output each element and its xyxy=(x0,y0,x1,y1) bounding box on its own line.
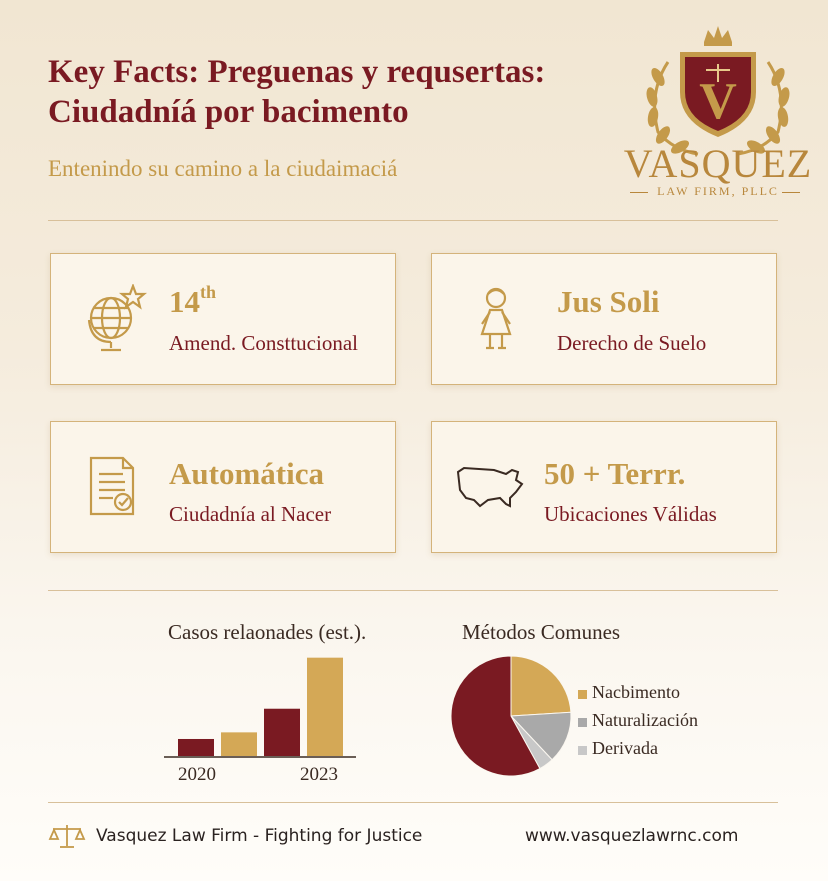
bar xyxy=(221,732,257,756)
card-subtitle: Derecho de Suelo xyxy=(557,331,707,355)
bar-x-tick-label: 2023 xyxy=(300,764,338,785)
crown-icon xyxy=(704,26,732,46)
page-title xyxy=(48,52,648,132)
bar xyxy=(178,739,214,756)
card-title: 50 + Terrr. xyxy=(544,456,686,491)
title-line-2: Ciudadníá por bacimento xyxy=(48,94,409,130)
document-check-icon xyxy=(83,452,147,520)
bar-chart xyxy=(160,650,360,760)
scales-icon xyxy=(48,822,86,850)
fact-card-territories xyxy=(431,421,777,553)
footer-website-link[interactable]: www.vasquezlawrnc.com xyxy=(525,826,739,846)
footer-tagline: Vasquez Law Firm - Fighting for Justice xyxy=(96,826,423,846)
pie-slice xyxy=(511,656,571,716)
logo-subtitle: LAW FIRM, PLLC xyxy=(657,184,779,198)
bar xyxy=(264,709,300,756)
logo-letter: V xyxy=(699,73,737,130)
card-title-superscript: th xyxy=(200,282,217,302)
logo-rule-right xyxy=(782,192,800,193)
card-subtitle: Ubicaciones Válidas xyxy=(544,502,717,526)
fact-card-jus-soli xyxy=(431,253,777,385)
card-title: Jus Soli xyxy=(557,284,660,319)
bar-x-tick-label: 2020 xyxy=(178,764,216,785)
bar xyxy=(307,658,343,756)
usa-map-icon xyxy=(454,458,528,518)
fact-card-amendment xyxy=(50,253,396,385)
legend-swatch xyxy=(578,746,587,755)
fact-card-automatic xyxy=(50,421,396,553)
card-title xyxy=(169,284,216,320)
legend-swatch xyxy=(578,718,587,727)
card-subtitle: Amend. Consttucional xyxy=(169,331,358,355)
card-title-number: 14 xyxy=(169,284,200,319)
footer-divider xyxy=(48,802,778,803)
card-title: Automática xyxy=(169,456,324,491)
legend-label: Naturalización xyxy=(592,710,698,730)
child-icon xyxy=(464,284,528,352)
logo-name: VASQUEZ xyxy=(623,141,813,186)
page-subtitle: Entenindo su camino a la ciudaimaciá xyxy=(48,156,398,181)
shield-icon xyxy=(680,52,756,137)
middle-divider xyxy=(48,590,778,591)
pie-chart xyxy=(446,655,576,777)
legend-label: Nacbimento xyxy=(592,682,680,702)
bar-chart-title: Casos relaonades (est.). xyxy=(168,620,367,644)
legend-label: Derivada xyxy=(592,738,658,758)
header-divider xyxy=(48,220,778,221)
pie-chart-title: Métodos Comunes xyxy=(462,620,621,644)
card-subtitle: Ciudadnía al Nacer xyxy=(169,502,332,526)
title-line-1: Key Facts: Preguenas y requsertas: xyxy=(48,54,546,90)
globe-star-icon xyxy=(83,284,147,352)
legend-swatch xyxy=(578,690,587,699)
